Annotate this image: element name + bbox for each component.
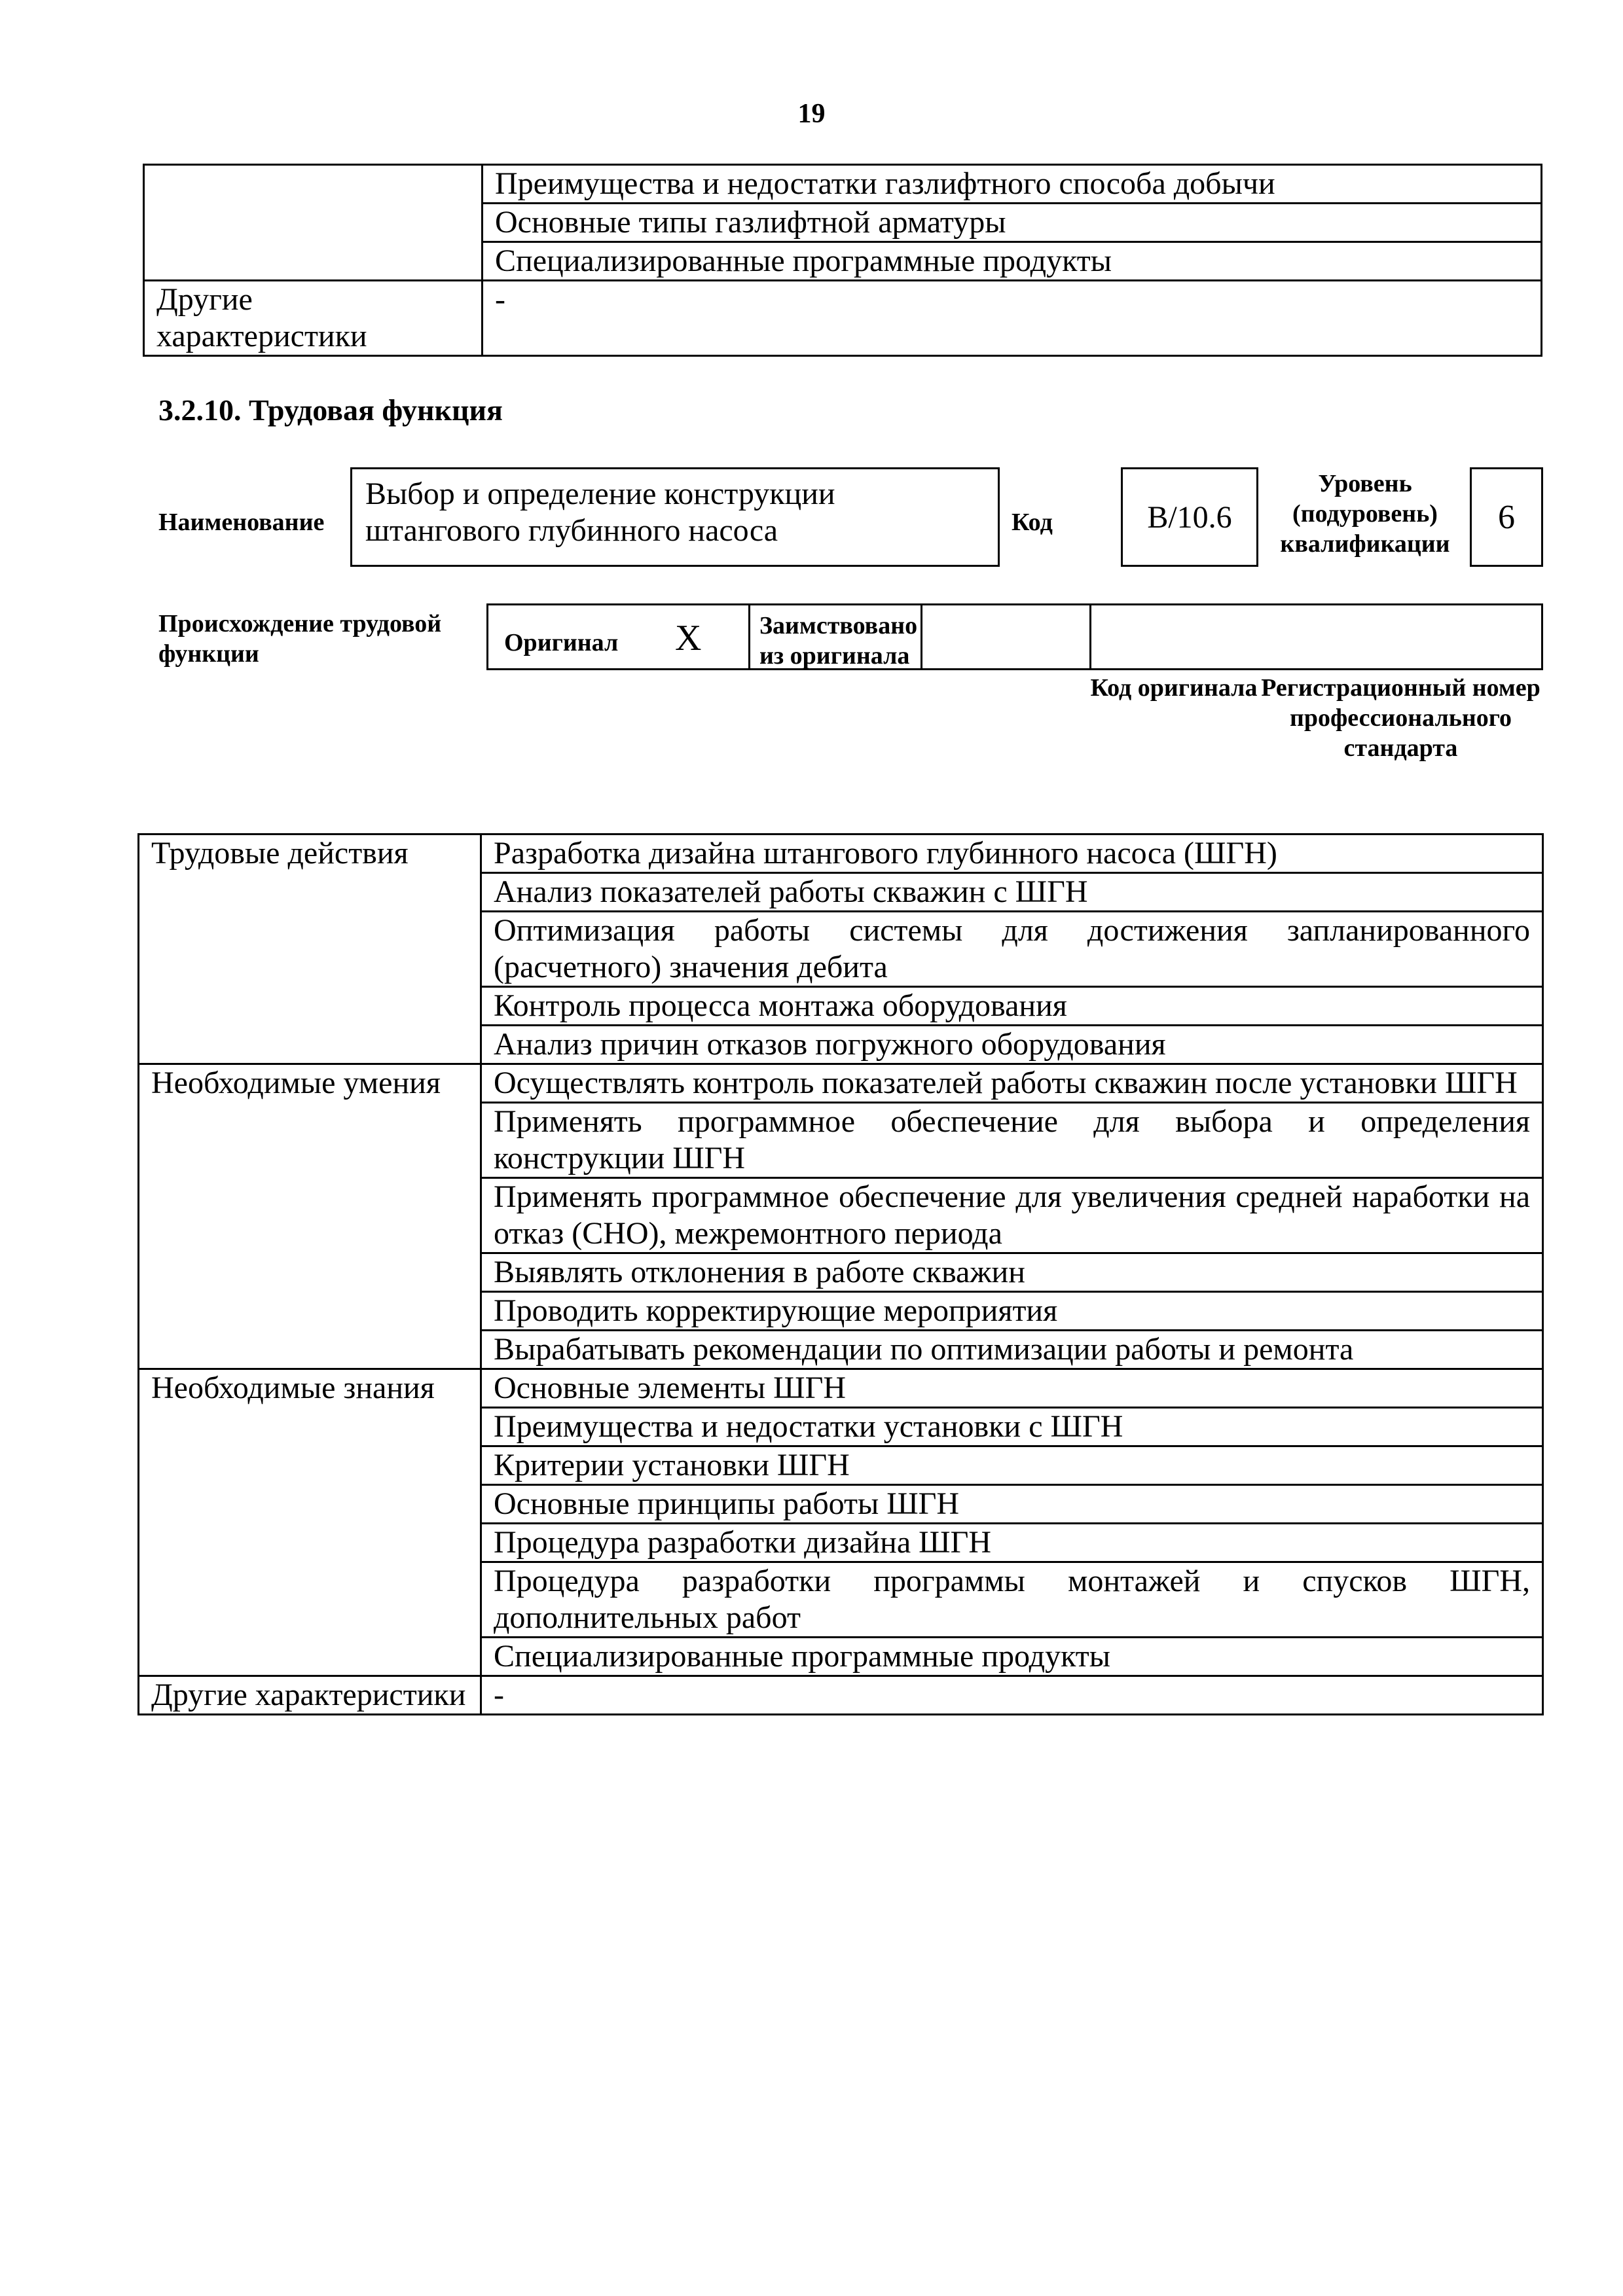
borrowed-label: Заимствовано из оригинала (759, 612, 918, 670)
table-row (144, 281, 1542, 356)
knowledge-item: Преимущества и недостатки газлифтного способа добычи (483, 165, 1542, 204)
knowledge-item: Процедура разработки программы монтажей и спусков ШГН, дополнительных работ (481, 1562, 1543, 1638)
original-cell (488, 605, 750, 668)
empty-label-cell (144, 165, 483, 281)
knowledge-item: Специализированные программные продукты (481, 1638, 1543, 1676)
action-item: Анализ причин отказов погружного оборудования (481, 1026, 1543, 1064)
skills-label: Необходимые умения (139, 1064, 481, 1369)
original-code-cell (922, 605, 1091, 668)
code-value: B/10.6 (1121, 467, 1258, 567)
action-item: Контроль процесса монтажа оборудования (481, 987, 1543, 1026)
actions-label: Трудовые действия (139, 834, 481, 1064)
other-characteristics-label: Другие характеристики (139, 1676, 481, 1715)
skill-item: Выявлять отклонения в работе скважин (481, 1253, 1543, 1292)
knowledge-item: Основные типы газлифтной арматуры (483, 204, 1542, 242)
original-code-caption: Код оригинала (1090, 674, 1258, 702)
origin-label: Происхождение трудовой функции (158, 610, 442, 668)
skill-item: Осуществлять контроль показателей работы скважин после установки ШГН (481, 1064, 1543, 1103)
table-row (139, 834, 1543, 873)
skill-item: Проводить корректирующие мероприятия (481, 1292, 1543, 1331)
level-value: 6 (1470, 467, 1543, 567)
knowledge-label: Необходимые знания (139, 1369, 481, 1676)
original-label: Оригинал (504, 629, 619, 656)
skill-item: Применять программное обеспечение для увеличения средней наработки на отказ (СНО), межремонтного периода (481, 1178, 1543, 1253)
knowledge-item: Основные элементы ШГН (481, 1369, 1543, 1408)
origin-strip (486, 603, 1543, 670)
labor-function-table (137, 833, 1544, 1715)
skill-item: Вырабатывать рекомендации по оптимизации работы и ремонта (481, 1331, 1543, 1369)
table-row (139, 1369, 1543, 1408)
borrowed-cell (750, 605, 922, 668)
level-label: Уровень (подуровень) квалификации (1280, 470, 1450, 558)
other-characteristics-label: Другие характеристики (144, 281, 483, 356)
skill-item: Применять программное обеспечение для выбора и определения конструкции ШГН (481, 1103, 1543, 1178)
other-characteristics-value: - (481, 1676, 1543, 1715)
table-row (139, 1064, 1543, 1103)
knowledge-item: Критерии установки ШГН (481, 1446, 1543, 1485)
knowledge-item: Основные принципы работы ШГН (481, 1485, 1543, 1524)
registration-number-caption: Регистрационный номер профессионального стандарта (1261, 674, 1541, 762)
section-heading: 3.2.10. Трудовая функция (158, 393, 503, 427)
name-label: Наименование (158, 509, 325, 536)
knowledge-continuation-table (143, 164, 1542, 357)
other-characteristics-value: - (483, 281, 1542, 356)
knowledge-item: Преимущества и недостатки установки с ШГН (481, 1408, 1543, 1446)
registration-number-cell (1091, 605, 1543, 668)
name-value: Выбор и определение конструкции штангового глубинного насоса (350, 467, 1000, 567)
original-mark: X (675, 618, 702, 658)
page-number: 19 (797, 99, 826, 129)
knowledge-item: Процедура разработки дизайна ШГН (481, 1524, 1543, 1562)
action-item: Анализ показателей работы скважин с ШГН (481, 873, 1543, 912)
action-item: Оптимизация работы системы для достижения запланированного (расчетного) значения дебита (481, 912, 1543, 987)
table-row (139, 1676, 1543, 1715)
code-label: Код (1012, 509, 1053, 536)
table-row (144, 165, 1542, 204)
action-item: Разработка дизайна штангового глубинного насоса (ШГН) (481, 834, 1543, 873)
knowledge-item: Специализированные программные продукты (483, 242, 1542, 281)
